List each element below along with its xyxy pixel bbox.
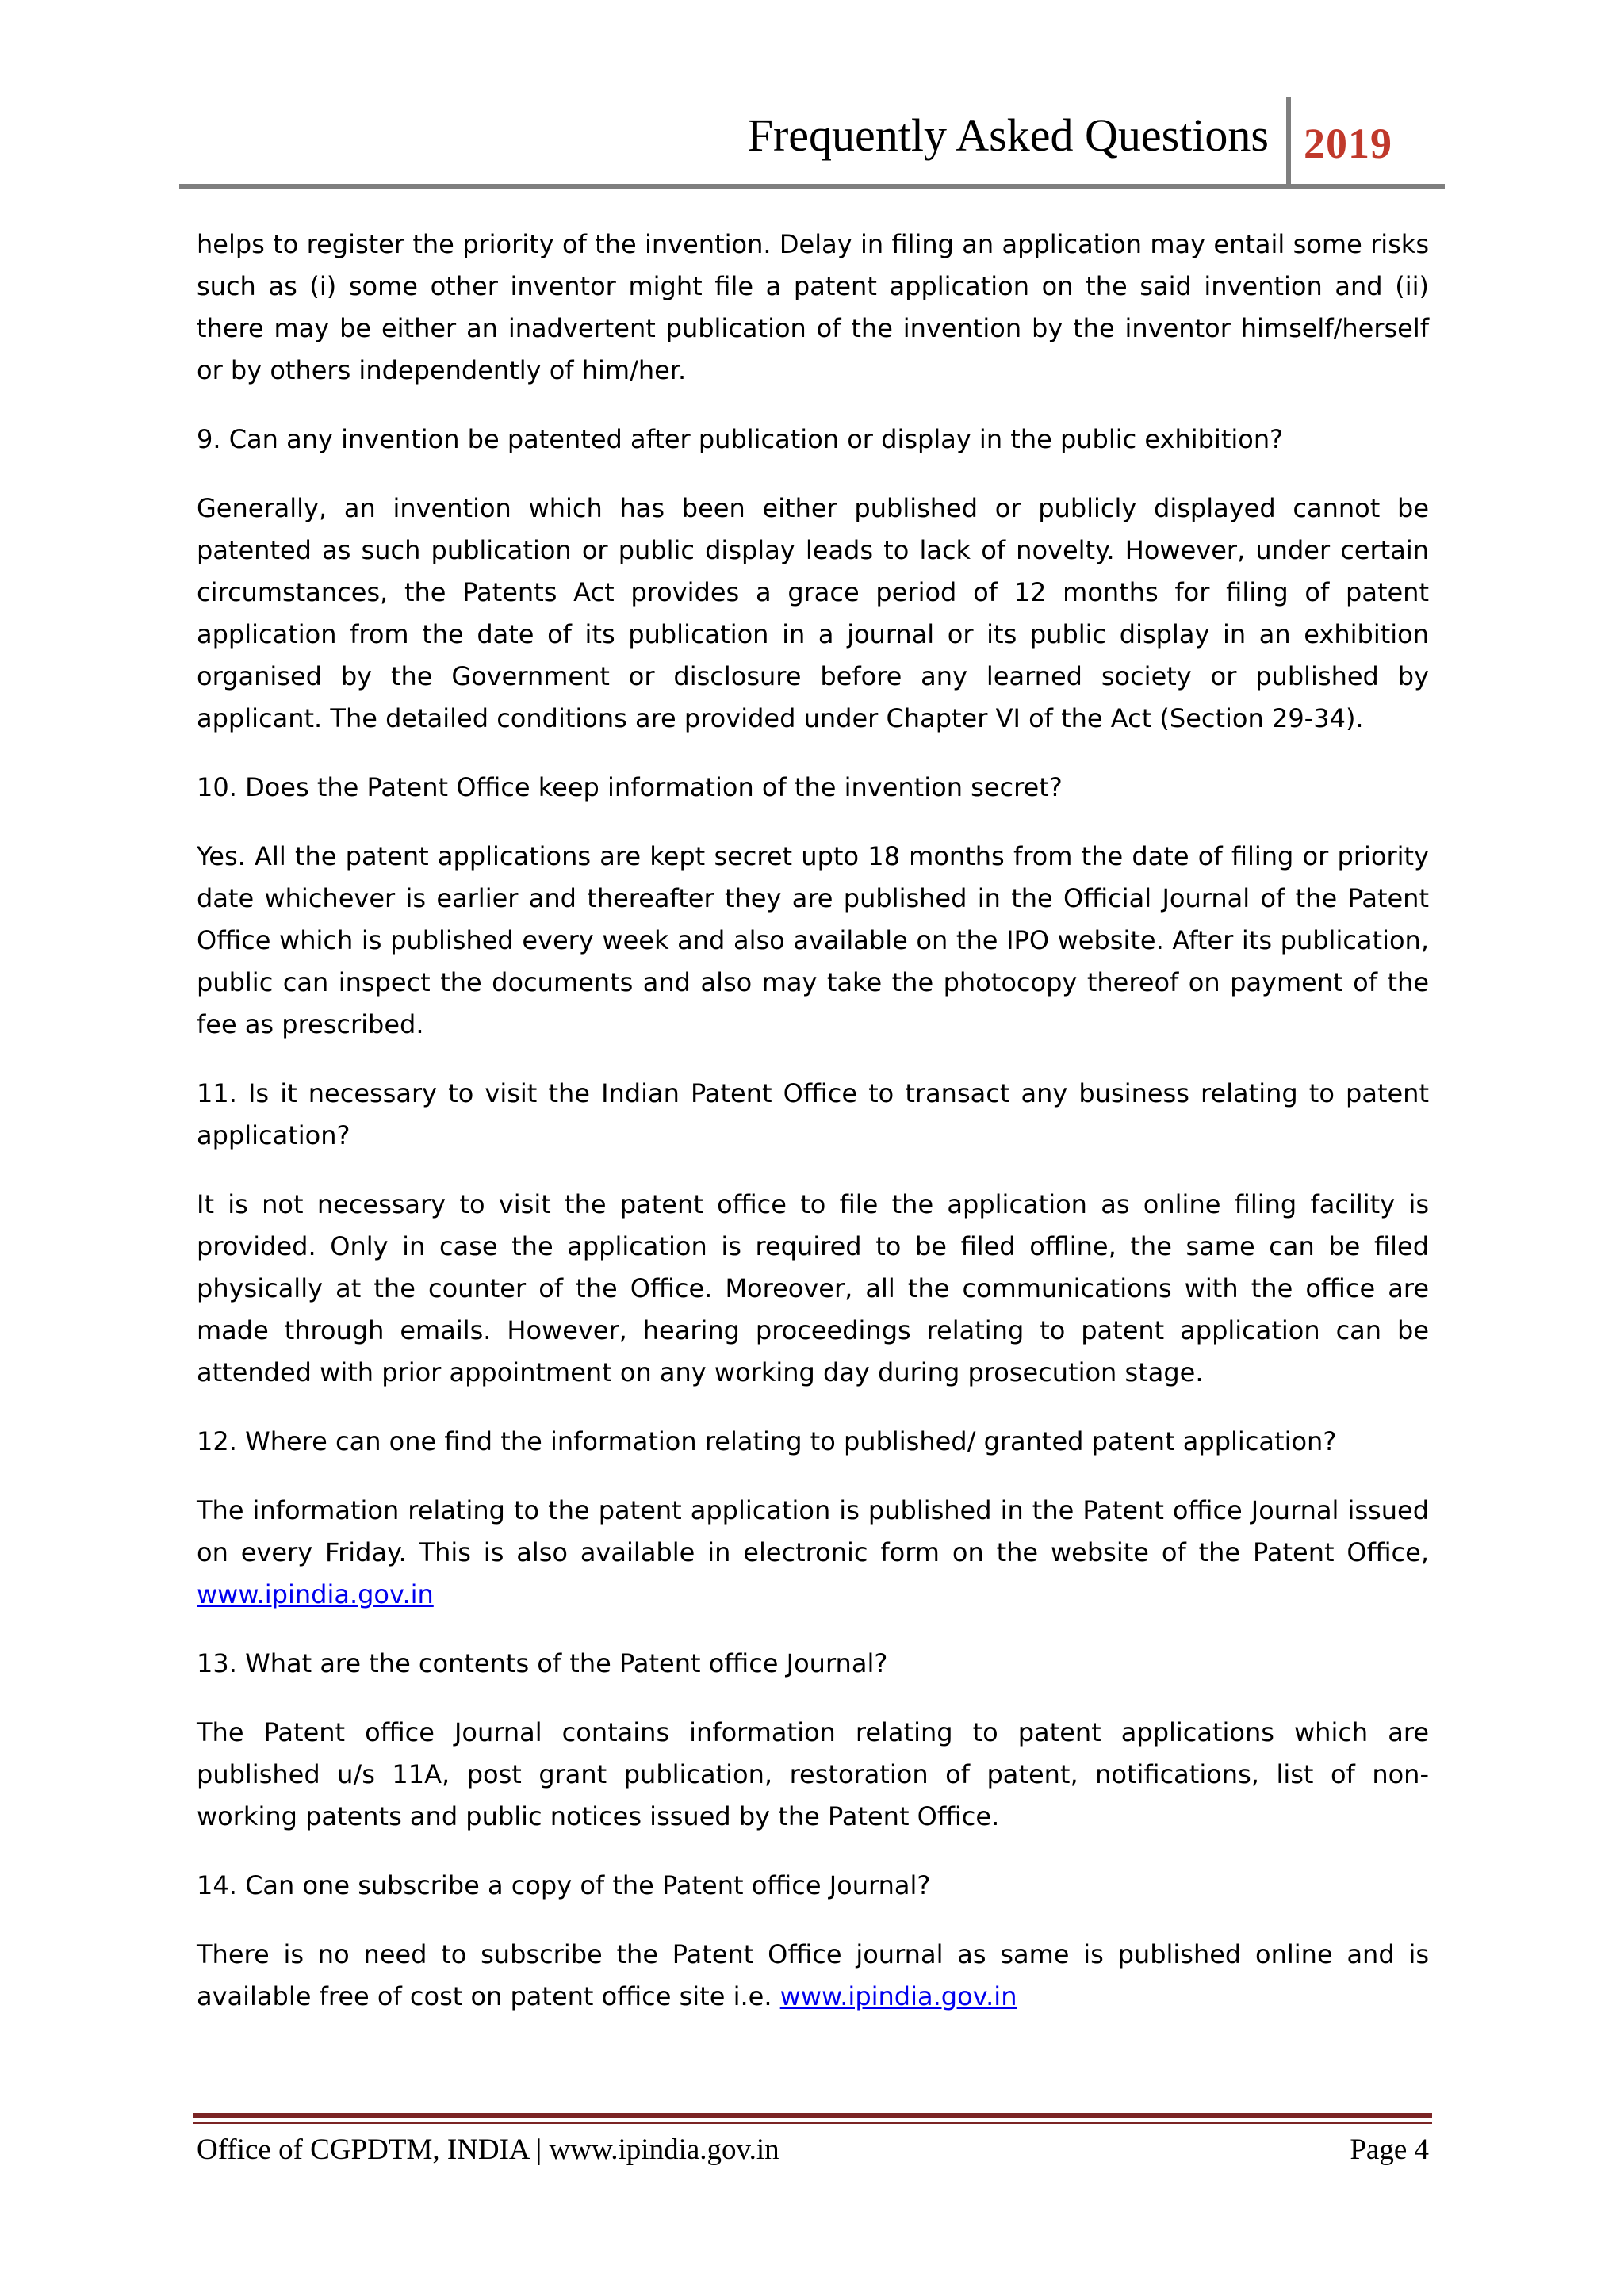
answer-11: It is not necessary to visit the patent office to file the application as online filing facility is provided. Only in case the application is required to be filed offline, the same can be filed physically at the counter of the Office. Moreover, all the communications with the office are made through emails. However, hearing proceedings relating to patent application can be attended with prior appointment on any working day during prosecution stage. (197, 1189, 1429, 1387)
paragraph-intro: helps to register the priority of the invention. Delay in filing an application may entail some risks such as (i) some other inventor might file a patent application on the said invention and (ii) there may be either an inadvertent publication of the invention by the inventor himself/herself or by others independently of him/her. (197, 229, 1429, 385)
question-13: 13. What are the contents of the Patent office Journal? (197, 1648, 888, 1678)
question-12: 12. Where can one find the information relating to published/ granted patent application? (197, 1426, 1337, 1456)
header-divider (1286, 97, 1291, 186)
footer-office: Office of CGPDTM, INDIA | www.ipindia.gov.in (197, 2133, 779, 2166)
question-9: 9. Can any invention be patented after publication or display in the public exhibition? (197, 424, 1284, 454)
answer-12-text: The information relating to the patent application is published in the Patent office Journal issued on every Friday. This is also available in electronic form on the website of the Patent Office, (197, 1495, 1429, 1567)
page-content (197, 224, 1429, 2045)
header-year: 2019 (1304, 120, 1392, 167)
answer-13: The Patent office Journal contains information relating to patent applications which are published u/s 11A, post grant publication, restoration of patent, notifications, list of non- working patents and public notices issued by the Patent Office. (197, 1717, 1429, 1831)
answer-14 (197, 1934, 1429, 2018)
header-title: Frequently Asked Questions (747, 109, 1269, 161)
footer-rule (193, 2113, 1432, 2118)
ipindia-link[interactable]: www.ipindia.gov.in (197, 1579, 434, 1609)
footer-rule-thin (193, 2122, 1432, 2124)
answer-10: Yes. All the patent applications are kept secret upto 18 months from the date of filing or priority date whichever is earlier and thereafter they are published in the Official Journal of the Patent Office which is published every week and also available on the IPO website. After its publication, public can inspect the documents and also may take the photocopy thereof on payment of the fee as prescribed. (197, 841, 1429, 1039)
question-11: 11. Is it necessary to visit the Indian Patent Office to transact any business relating to patent application? (197, 1078, 1429, 1150)
answer-12 (197, 1490, 1429, 1616)
answer-9: Generally, an invention which has been either published or publicly displayed cannot be patented as such publication or public display leads to lack of novelty. However, under certain circumstances, the Patents Act provides a grace period of 12 months for filing of patent application from the date of its publication in a journal or its public display in an exhibition organised by the Government or disclosure before any learned society or published by applicant. The detailed conditions are provided under Chapter VI of the Act (Section 29-34). (197, 493, 1429, 733)
ipindia-link[interactable]: www.ipindia.gov.in (779, 1981, 1017, 2011)
answer-14-text: There is no need to subscribe the Patent Office journal as same is published online and is available free of cost on patent office site i.e. (197, 1939, 1429, 2011)
header-rule (179, 184, 1445, 189)
page-header (179, 97, 1445, 189)
question-14: 14. Can one subscribe a copy of the Patent office Journal? (197, 1870, 931, 1900)
question-10: 10. Does the Patent Office keep information of the invention secret? (197, 772, 1063, 802)
page-number: Page 4 (1350, 2133, 1429, 2166)
